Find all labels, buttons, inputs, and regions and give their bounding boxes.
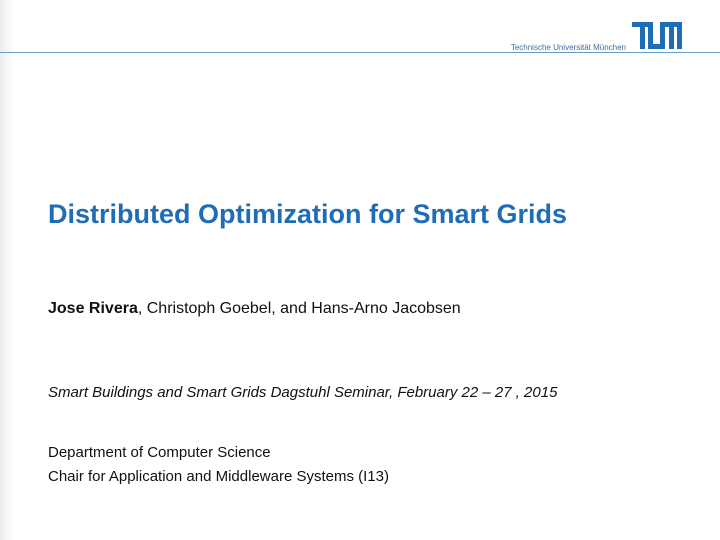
chair-name: Chair for Application and Middleware Systems (I13) [48,468,389,485]
presentation-title: Distributed Optimization for Smart Grids [48,199,568,229]
co-authors: , Christoph Goebel, and Hans-Arno Jacobsen [137,300,461,317]
affiliation [48,441,389,489]
left-edge-shade [0,0,14,540]
tum-logo-icon [632,22,682,49]
header-rule [0,52,720,53]
university-name: Technische Universität München [510,43,626,52]
department-name: Department of Computer Science [48,444,271,461]
event-line: Smart Buildings and Smart Grids Dagstuhl Seminar, February 22 – 27 , 2015 [48,384,558,401]
lead-author: Jose Rivera [48,300,138,317]
author-list [48,300,461,318]
